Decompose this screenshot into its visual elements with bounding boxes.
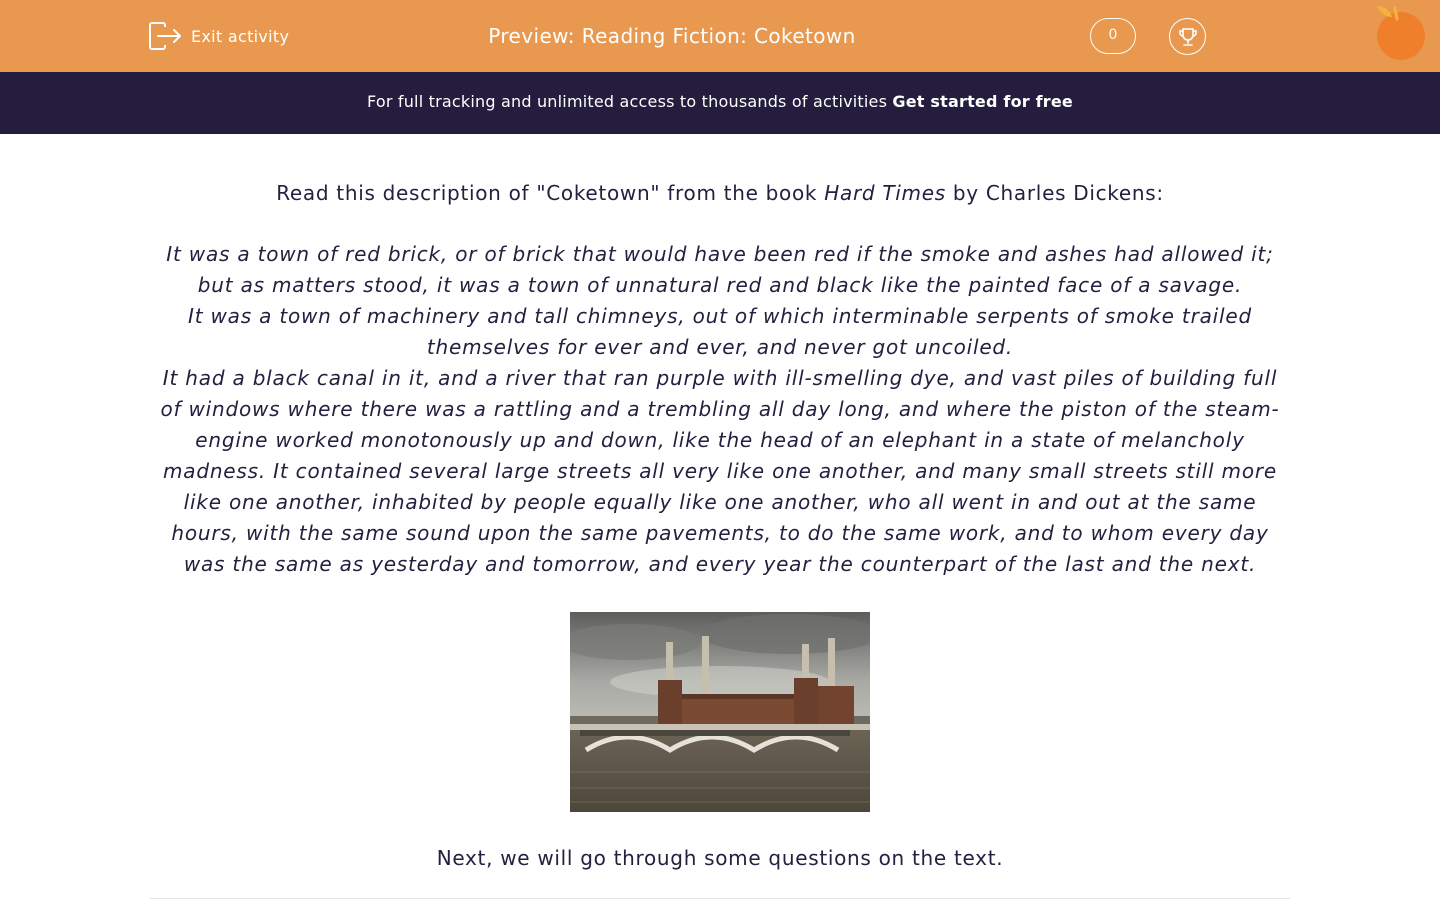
get-started-link[interactable]: Get started for free <box>892 92 1073 111</box>
top-bar <box>0 0 1440 72</box>
passage-paragraph: It was a town of machinery and tall chimneys, out of which interminable serpents of smoke trailed themselves for ever and ever, and never got uncoiled. <box>188 304 1252 359</box>
intro-before: Read this description of "Coketown" from the book <box>276 181 825 205</box>
signup-banner <box>0 72 1440 134</box>
intro-after: by Charles Dickens: <box>945 181 1164 205</box>
passage-paragraph: It had a black canal in it, and a river that ran purple with ill-smelling dye, and vast piles of building full of windows where there was a rattling and a trembling all day long, and where the piston of the steam-engine worked monotonously up and down, like the head of an elephant in a state of melancholy madness. It contained several large streets all very like one another, and many small streets still more like one another, inhabited by people equally like one another, who all went in and out at the same hours, with the same sound upon the same pavements, to do the same work, and to whom every day was the same as yesterday and tomorrow, and every year the counterpart of the last and the next. <box>160 366 1280 576</box>
quoted-passage <box>150 239 1290 580</box>
banner-text: For full tracking and unlimited access to thousands of activities <box>367 92 888 111</box>
intro-text <box>150 178 1290 208</box>
trophy-icon <box>1177 26 1199 48</box>
passage-paragraph: It was a town of red brick, or of brick that would have been red if the smoke and ashes had allowed it; but as matters stood, it was a town of unnatural red and black like the painted face of a savage. <box>166 242 1274 297</box>
power-station-photo <box>570 612 870 812</box>
page-title: Preview: Reading Fiction: Coketown <box>488 24 856 48</box>
orange-logo-icon[interactable] <box>1374 4 1426 62</box>
score-counter: 0 <box>1090 18 1136 54</box>
exit-activity-label: Exit activity <box>191 26 290 46</box>
book-title: Hard Times <box>824 181 946 205</box>
divider <box>150 898 1290 899</box>
trophy-button[interactable] <box>1169 18 1206 55</box>
next-steps-text: Next, we will go through some questions on the text. <box>436 846 1004 870</box>
